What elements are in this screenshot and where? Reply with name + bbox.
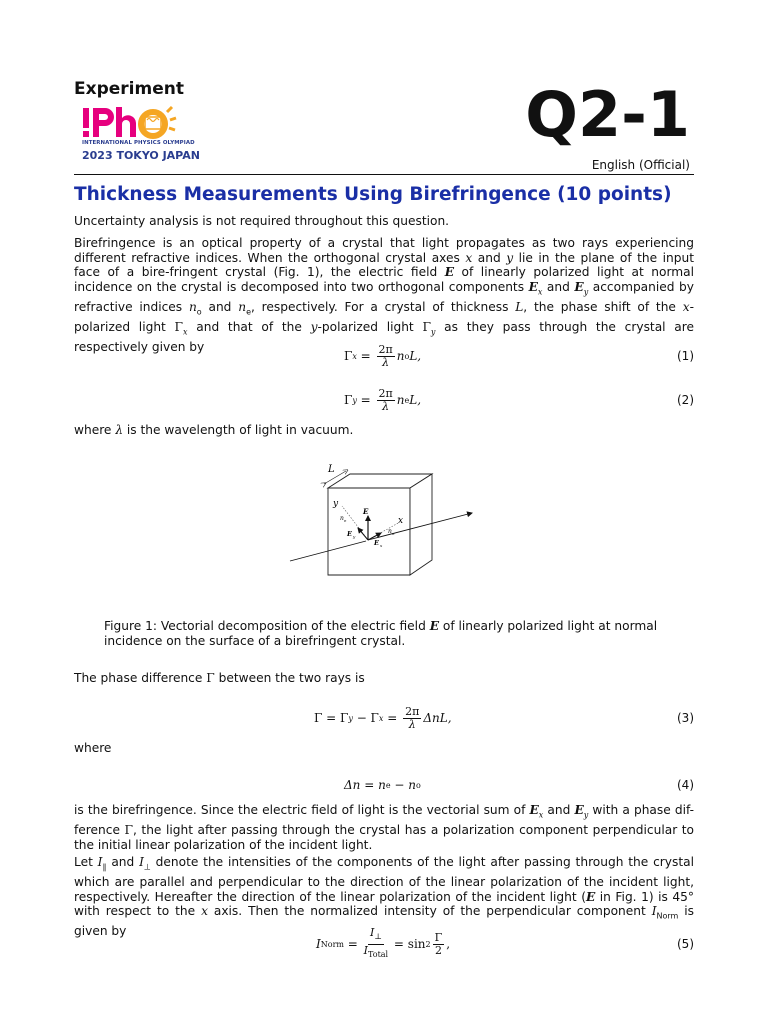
equation-4 bbox=[74, 770, 694, 800]
math-I-parallel: I bbox=[97, 855, 103, 869]
eq3-rhs: ΔnL, bbox=[423, 711, 452, 725]
intensity-text-2: and bbox=[106, 855, 140, 869]
equation-3-number: (3) bbox=[677, 711, 694, 725]
eq4-lhs-sub: e bbox=[385, 780, 391, 790]
header-divider bbox=[74, 174, 694, 175]
intensity-paragraph bbox=[74, 855, 694, 939]
eq3-equals: = bbox=[383, 711, 402, 725]
uncertainty-note: Uncertainty analysis is not required throughout this question. bbox=[74, 214, 450, 228]
biref-text-4: , the light after passing through the crystal has a polarization component perpendicular to the initial linear polarization of the incident light. bbox=[74, 823, 694, 852]
eq2-lhs-sub: y bbox=[352, 395, 357, 405]
equation-1-body bbox=[344, 341, 421, 371]
ipho-logo-mark bbox=[82, 104, 217, 140]
eq1-lhs-sub: x bbox=[352, 351, 357, 361]
eq1-rhs-2: L, bbox=[409, 349, 422, 363]
intro-text-5: and bbox=[542, 279, 575, 294]
eq2-rhs-2: L, bbox=[409, 393, 422, 407]
equation-3 bbox=[74, 703, 694, 733]
wavelength-note bbox=[74, 423, 694, 438]
equation-5 bbox=[74, 926, 694, 959]
eq2-lhs: Γ bbox=[344, 393, 353, 407]
eq1-rhs: n bbox=[396, 349, 405, 363]
wavelength-text-1: where bbox=[74, 423, 116, 437]
phase-difference-intro bbox=[74, 671, 694, 686]
math-Ey: E bbox=[574, 279, 584, 294]
figure-label-L: L bbox=[328, 464, 335, 475]
math-lambda: λ bbox=[115, 423, 124, 437]
math-I-perp-sub: ⊥ bbox=[143, 862, 151, 872]
eq5-num-I: I bbox=[369, 926, 375, 940]
math-Ey-sub: y bbox=[583, 287, 589, 297]
equation-1 bbox=[74, 341, 694, 371]
eq4-mid: − n bbox=[390, 778, 416, 792]
equation-3-body bbox=[314, 703, 452, 733]
eq5-num-sub: ⊥ bbox=[374, 932, 382, 942]
eq1-lhs: Γ bbox=[344, 349, 353, 363]
math-Gx-sub: x bbox=[183, 327, 188, 337]
eq5-tail: , bbox=[446, 937, 451, 951]
eq5-fraction-1 bbox=[364, 927, 388, 960]
intro-text-12: -polarized light bbox=[317, 319, 423, 334]
equation-2-body bbox=[344, 385, 421, 415]
intro-text-11: and that of the bbox=[187, 319, 311, 334]
figure-label-no-sub: o bbox=[392, 531, 395, 536]
intro-text-10: -polarized light bbox=[74, 299, 694, 334]
birefringent-crystal-diagram bbox=[288, 460, 478, 578]
math-Ex: E bbox=[528, 279, 538, 294]
math-Gamma: Γ bbox=[206, 671, 215, 685]
intensity-text-5: axis. Then the normalized intensity of the perpendicular component bbox=[207, 904, 652, 919]
math-no-sub: o bbox=[196, 307, 202, 317]
intensity-text-4: in Fig. 1) is 45° with respect to the bbox=[74, 889, 694, 919]
eq1-equals: = bbox=[356, 349, 375, 363]
intro-text-1: Birefringence is an optical property of a crystal that light propagates as two rays experiencing different refractive indices. When the orthogonal crystal axes bbox=[74, 236, 694, 265]
biref-math-Ex: E bbox=[529, 803, 539, 817]
eq3-lhs-sub: y bbox=[348, 713, 353, 723]
eq1-numerator: 2π bbox=[378, 342, 393, 356]
math-I-parallel-sub: ∥ bbox=[102, 862, 107, 872]
figure-label-Ey-sub: y bbox=[353, 534, 356, 539]
biref-text-2: and bbox=[543, 803, 575, 817]
figure-label-no: n bbox=[388, 528, 392, 535]
page-title: Thickness Measurements Using Birefringence (10 points) bbox=[74, 184, 672, 205]
ipho-logo bbox=[82, 104, 217, 164]
eq3-lhs: Γ = Γ bbox=[314, 711, 349, 725]
math-Ex-sub: x bbox=[537, 287, 543, 297]
eq5-fraction-2 bbox=[433, 932, 445, 957]
figure-label-ne-sub: e bbox=[344, 518, 347, 523]
eq1-rhs-sub: o bbox=[404, 351, 410, 361]
caption-text-1: Figure 1: Vectorial decomposition of the electric field bbox=[104, 619, 430, 633]
figure-1-caption bbox=[104, 619, 666, 648]
eq5-denominator-1 bbox=[364, 945, 388, 961]
intro-text-9: , the phase shift of the bbox=[523, 299, 683, 314]
figure-label-Ey: E bbox=[347, 530, 352, 538]
intro-text-6: accompanied by refractive indices bbox=[74, 279, 694, 314]
biref-text-1: is the birefringence. Since the electric field of light is the vectorial sum of bbox=[74, 803, 530, 817]
intro-text-3: lie in the plane of the input face of a bire-fringent crystal (Fig. 1), the electric field bbox=[74, 250, 694, 280]
question-number: Q2-1 bbox=[525, 78, 690, 151]
biref-math-Ey: E bbox=[574, 803, 584, 817]
figure-label-x: x bbox=[398, 516, 404, 526]
eq3-fraction bbox=[403, 706, 421, 731]
intensity-text-3: denote the intensities of the components of the light after passing through the crystal which are parallel and perpendicular to the direction of the linear polarization of the incident light, respectively. Hereafter the direction of the linear polarization of the incident light ( bbox=[74, 855, 694, 904]
math-L: L bbox=[515, 299, 524, 314]
equation-2 bbox=[74, 385, 694, 415]
eq5-sup: 2 bbox=[425, 939, 431, 949]
eq5-equals: = bbox=[343, 937, 362, 951]
equation-4-body bbox=[344, 770, 421, 800]
intro-text-4: of linearly polarized light at normal incidence on the crystal is decomposed into two orthogonal components bbox=[74, 265, 694, 294]
where-label: where bbox=[74, 741, 112, 755]
experiment-label: Experiment bbox=[74, 79, 184, 99]
math-Gy-sub: y bbox=[430, 327, 436, 337]
wavelength-text-2: is the wavelength of light in vacuum. bbox=[123, 423, 354, 437]
figure-label-ne: n bbox=[340, 515, 344, 522]
figure-label-Ex-sub: x bbox=[380, 543, 383, 548]
intro-paragraph bbox=[74, 236, 694, 354]
eq2-equals: = bbox=[356, 393, 375, 407]
eq5-den-sub: Total bbox=[368, 949, 389, 959]
eq5-numerator-2: Γ bbox=[434, 930, 443, 944]
eq5-den-I: I bbox=[363, 943, 369, 957]
figure-label-E: E bbox=[363, 507, 369, 516]
math-y-2: y bbox=[310, 319, 318, 334]
eq1-denominator: λ bbox=[382, 355, 390, 369]
eq5-lhs-sub: Norm bbox=[320, 939, 344, 949]
eq2-denominator: λ bbox=[382, 399, 390, 413]
math-Gx: Γ bbox=[174, 319, 184, 334]
eq5-denominator-2: 2 bbox=[434, 943, 442, 957]
logo-subtitle: INTERNATIONAL PHYSICS OLYMPIAD bbox=[82, 140, 195, 146]
math-x-2: x bbox=[682, 299, 690, 314]
eq3-numerator: 2π bbox=[405, 704, 420, 718]
figure-label-y: y bbox=[333, 499, 339, 509]
math-x: x bbox=[465, 250, 473, 265]
math-y: y bbox=[506, 250, 514, 265]
figure-label-Ex: E bbox=[374, 539, 379, 547]
eq4-lhs: Δn = n bbox=[344, 778, 386, 792]
eq2-fraction bbox=[377, 388, 395, 413]
logo-event: 2023 TOKYO JAPAN bbox=[82, 149, 200, 162]
equation-4-number: (4) bbox=[677, 778, 694, 792]
eq5-numerator-1 bbox=[368, 927, 384, 944]
biref-math-Ey-sub: y bbox=[583, 810, 589, 820]
eq3-mid: − Γ bbox=[352, 711, 379, 725]
eq3-mid-sub: x bbox=[378, 713, 384, 723]
math-no: n bbox=[188, 299, 197, 314]
math-I-norm-sub: Norm bbox=[656, 911, 679, 921]
intensity-math-x: x bbox=[201, 904, 208, 919]
intro-text-13: as they pass through the crystal are respectively given by bbox=[74, 319, 694, 354]
eq3-denominator: λ bbox=[408, 717, 416, 731]
eq1-fraction bbox=[377, 344, 395, 369]
eq5-sin: = sin bbox=[390, 937, 426, 951]
eq2-rhs-sub: e bbox=[404, 395, 410, 405]
intro-text-2: and bbox=[472, 250, 507, 265]
equation-2-number: (2) bbox=[677, 393, 694, 407]
intensity-math-E: E bbox=[585, 889, 596, 904]
caption-text-2: of linearly polarized light at normal incidence on the surface of a birefringent crystal. bbox=[104, 619, 658, 648]
math-I-perp: I bbox=[139, 855, 144, 869]
math-I-norm: I bbox=[651, 904, 657, 919]
equation-5-number: (5) bbox=[677, 937, 694, 951]
phase-text-1: The phase difference bbox=[74, 671, 207, 685]
birefringence-paragraph bbox=[74, 803, 694, 852]
caption-math-E: E bbox=[429, 619, 439, 633]
eq5-lhs: I bbox=[316, 937, 321, 951]
eq2-rhs: n bbox=[396, 393, 405, 407]
eq2-numerator: 2π bbox=[378, 386, 393, 400]
equation-5-body bbox=[316, 926, 451, 959]
language-label: English (Official) bbox=[591, 158, 690, 172]
intro-text-8: , respectively. For a crystal of thickness bbox=[250, 299, 516, 314]
math-Gy: Γ bbox=[422, 319, 431, 334]
figure-1 bbox=[288, 460, 478, 578]
biref-text-3: with a phase dif-ference bbox=[74, 803, 694, 838]
intensity-text-1: Let bbox=[74, 855, 98, 869]
math-ne: n bbox=[238, 299, 247, 314]
eq4-mid-sub: o bbox=[415, 780, 421, 790]
biref-math-Gamma: Γ bbox=[124, 823, 133, 838]
equation-1-number: (1) bbox=[677, 349, 694, 363]
intensity-text-6: is given by bbox=[74, 904, 694, 939]
math-E: E bbox=[444, 265, 455, 280]
phase-text-2: between the two rays is bbox=[214, 671, 365, 685]
math-ne-sub: e bbox=[246, 307, 251, 317]
intro-text-7: and bbox=[201, 299, 239, 314]
biref-math-Ex-sub: x bbox=[538, 810, 544, 820]
crystal-front-face bbox=[328, 488, 410, 575]
